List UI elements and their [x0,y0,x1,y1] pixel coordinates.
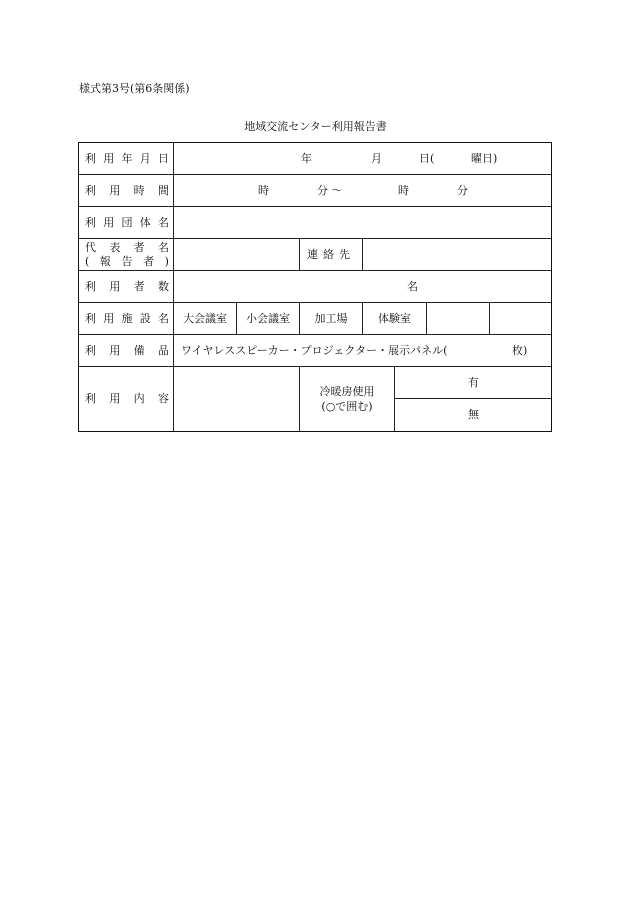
facility-label-char: 用 [103,312,115,325]
group-name-label-char: 体 [139,216,151,229]
time-label-char: 時 [133,184,145,197]
row-divider [79,334,551,335]
usage-content-label-char: 容 [157,392,169,405]
time-label-char: 間 [157,184,169,197]
facility-label-char: 名 [158,312,169,325]
date-label-char: 日 [158,152,169,165]
representative-label [85,242,169,267]
user-count-label-char: 者 [133,280,145,293]
date-label-char: 年 [121,152,133,165]
facility-label-char: 施 [121,312,133,325]
equipment-label-char: 用 [109,344,121,357]
facility-small-meeting-room: 小会議室 [246,312,290,325]
facility-experience-room: 体験室 [378,312,411,325]
facility-divider [426,302,427,334]
equipment-label [85,345,169,356]
form-number: 様式第3号(第6条関係) [79,82,190,95]
facility-label [85,313,169,324]
facility-workshop: 加工場 [314,312,348,325]
row-divider [79,270,551,271]
reporter-label-char: 告 [121,255,133,268]
date-label [85,153,169,164]
reporter-label-char: ( [85,255,90,268]
user-count-label [85,281,169,292]
usage-content-label-char: 用 [109,392,121,405]
row-divider [79,174,551,175]
day-unit: 日( [419,152,435,165]
representative-label-char: 名 [157,241,169,254]
equipment-label-char: 品 [157,344,169,357]
reporter-label-char: 報 [99,255,111,268]
reporter-label-char: ) [164,255,169,268]
group-name-label [85,217,169,228]
usage-content-label [85,393,169,404]
group-name-label-char: 名 [158,216,169,229]
label-column-divider [173,143,174,431]
weekday-unit: 曜日) [471,152,498,165]
user-count-label-char: 利 [85,280,96,293]
facility-divider [489,302,490,334]
representative-label-char: 者 [133,241,145,254]
equipment-label-char: 利 [85,344,96,357]
row-divider [79,238,551,239]
end-minute-unit: 分 [457,184,468,197]
aircon-options-divider [394,366,395,431]
start-minute-unit: 分 〜 [317,184,343,197]
user-count-unit: 名 [407,280,418,293]
reporter-label-char: 者 [143,255,155,268]
time-label-char: 利 [85,184,96,197]
time-label [85,185,169,196]
contact-divider-left [299,238,300,270]
aircon-instruction: (○で囲む) [321,400,373,413]
contact-label: 連絡先 [307,248,355,261]
aircon-option-no: 無 [468,408,479,421]
equipment-items: ワイヤレススピーカー・プロジェクター・展示パネル( [181,344,448,357]
content-divider [299,366,300,431]
month-unit: 月 [371,152,382,165]
group-name-label-char: 用 [103,216,115,229]
representative-label-char: 代 [85,241,96,254]
usage-content-label-char: 内 [133,392,145,405]
start-hour-unit: 時 [258,184,269,197]
equipment-label-char: 備 [133,344,145,357]
user-count-label-char: 用 [109,280,121,293]
aircon-divider [394,398,551,399]
time-label-char: 用 [109,184,121,197]
facility-label-char: 利 [85,312,96,325]
aircon-label: 冷暖房使用 [319,385,375,398]
group-name-label-char: 団 [121,216,133,229]
date-label-char: 用 [103,152,115,165]
date-label-char: 利 [85,152,96,165]
row-divider [79,206,551,207]
report-form-table [78,142,552,432]
user-count-label-char: 数 [157,280,169,293]
facility-large-meeting-room: 大会議室 [183,312,227,325]
row-divider [79,366,551,367]
year-unit: 年 [301,152,312,165]
facility-label-char: 設 [139,312,151,325]
representative-label-char: 表 [109,241,121,254]
end-hour-unit: 時 [398,184,409,197]
contact-divider-right [362,238,363,270]
panel-count-unit: 枚) [512,344,528,357]
date-label-char: 月 [139,152,151,165]
row-divider [79,302,551,303]
document-title: 地域交流センター利用報告書 [244,120,387,133]
group-name-label-char: 利 [85,216,96,229]
usage-content-label-char: 利 [85,392,96,405]
aircon-option-yes: 有 [468,376,479,389]
